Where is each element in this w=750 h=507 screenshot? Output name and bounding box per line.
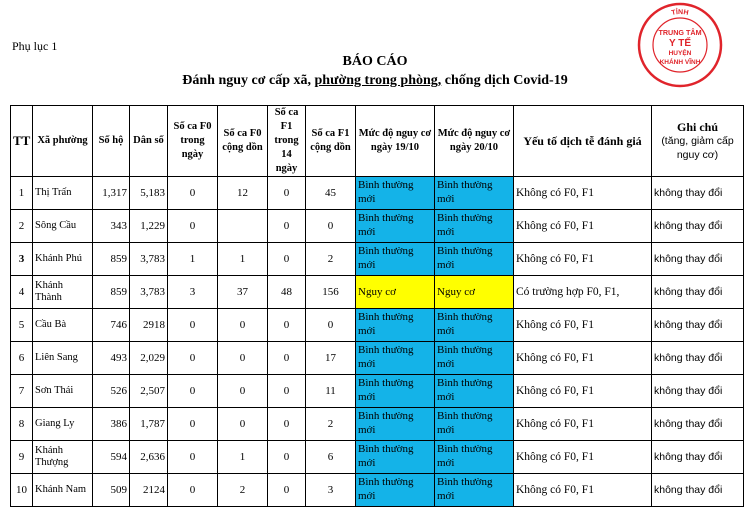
f1-total-cell: 2 [306, 408, 356, 441]
factor-cell: Không có F0, F1 [514, 342, 652, 375]
table-row [11, 210, 744, 243]
tt-cell: 5 [11, 309, 33, 342]
f0-day-cell: 0 [168, 441, 218, 474]
f1-total-cell: 45 [306, 177, 356, 210]
f0-total-cell: 1 [218, 243, 268, 276]
f0-total-cell: 0 [218, 408, 268, 441]
tt-cell: 6 [11, 342, 33, 375]
f0-day-cell: 0 [168, 210, 218, 243]
level-2010-cell: Bình thường mới [435, 375, 514, 408]
f0-total-cell [218, 210, 268, 243]
population-cell: 3,783 [130, 243, 168, 276]
level-2010-cell: Bình thường mới [435, 309, 514, 342]
appendix-label: Phụ lục 1 [12, 39, 58, 53]
table-row [11, 474, 744, 507]
report-title: BÁO CÁO [342, 54, 408, 69]
stamp-line-2: Y TẾ [668, 38, 692, 49]
factor-cell: Không có F0, F1 [514, 243, 652, 276]
commune-cell: Giang Ly [33, 408, 93, 441]
factor-cell: Không có F0, F1 [514, 441, 652, 474]
factor-cell: Không có F0, F1 [514, 375, 652, 408]
tt-cell: 2 [11, 210, 33, 243]
table-row [11, 309, 744, 342]
note-cell: không thay đổi [652, 243, 744, 276]
households-cell: 859 [93, 276, 130, 309]
header-commune: Xã phường [33, 106, 93, 177]
note-cell: không thay đổi [652, 441, 744, 474]
commune-cell: Sơn Thái [33, 375, 93, 408]
population-cell: 5,183 [130, 177, 168, 210]
population-cell: 2,507 [130, 375, 168, 408]
level-2010-cell: Nguy cơ [435, 276, 514, 309]
commune-cell: Khánh Nam [33, 474, 93, 507]
population-cell: 2,636 [130, 441, 168, 474]
stamp-line-1: TRUNG TÂM [658, 28, 702, 37]
table-row [11, 375, 744, 408]
level-2010-cell: Bình thường mới [435, 408, 514, 441]
level-2010-cell: Bình thường mới [435, 243, 514, 276]
header-level-2010: Mức độ nguy cơ ngày 20/10 [435, 106, 514, 177]
f0-day-cell: 1 [168, 243, 218, 276]
commune-cell: Khánh Phú [33, 243, 93, 276]
f1-total-cell: 11 [306, 375, 356, 408]
factor-cell: Không có F0, F1 [514, 474, 652, 507]
header-f1-total: Số ca F1 cộng dồn [306, 106, 356, 177]
f1-14-cell: 0 [268, 342, 306, 375]
f0-total-cell: 2 [218, 474, 268, 507]
subtitle-part-3: chống dịch Covid-19 [441, 73, 568, 88]
f0-total-cell: 0 [218, 375, 268, 408]
level-1910-cell: Nguy cơ [356, 276, 435, 309]
f1-total-cell: 156 [306, 276, 356, 309]
tt-cell: 9 [11, 441, 33, 474]
level-1910-cell: Bình thường mới [356, 474, 435, 507]
f1-total-cell: 3 [306, 474, 356, 507]
population-cell: 3,783 [130, 276, 168, 309]
commune-cell: Khánh Thành [33, 276, 93, 309]
tt-cell: 4 [11, 276, 33, 309]
f1-14-cell: 0 [268, 177, 306, 210]
note-cell: không thay đổi [652, 474, 744, 507]
f1-total-cell: 0 [306, 210, 356, 243]
note-cell: không thay đổi [652, 309, 744, 342]
f0-total-cell: 1 [218, 441, 268, 474]
f1-14-cell: 0 [268, 474, 306, 507]
tt-cell: 3 [11, 243, 33, 276]
header-f0-total: Số ca F0 cộng dồn [218, 106, 268, 177]
f0-total-cell: 0 [218, 342, 268, 375]
population-cell: 2124 [130, 474, 168, 507]
stamp-top-text: TỈNH [670, 8, 690, 17]
table-row [11, 177, 744, 210]
population-cell: 1,787 [130, 408, 168, 441]
header-population: Dân số [130, 106, 168, 177]
households-cell: 509 [93, 474, 130, 507]
svg-text:TỈNH [671, 7, 689, 17]
f1-14-cell: 0 [268, 375, 306, 408]
risk-assessment-table [10, 105, 744, 507]
f0-total-cell: 12 [218, 177, 268, 210]
level-2010-cell: Bình thường mới [435, 210, 514, 243]
commune-cell: Thị Trấn [33, 177, 93, 210]
commune-cell: Cầu Bà [33, 309, 93, 342]
note-cell: không thay đổi [652, 408, 744, 441]
f1-total-cell: 0 [306, 309, 356, 342]
table-row [11, 276, 744, 309]
f0-total-cell: 0 [218, 309, 268, 342]
commune-cell: Liên Sang [33, 342, 93, 375]
table-row [11, 441, 744, 474]
f1-14-cell: 0 [268, 441, 306, 474]
households-cell: 343 [93, 210, 130, 243]
header-f0-day: Số ca F0 trong ngày [168, 106, 218, 177]
level-2010-cell: Bình thường mới [435, 441, 514, 474]
level-1910-cell: Bình thường mới [356, 441, 435, 474]
f1-14-cell: 0 [268, 408, 306, 441]
f0-total-cell: 37 [218, 276, 268, 309]
note-cell: không thay đổi [652, 375, 744, 408]
f0-day-cell: 0 [168, 177, 218, 210]
header-f1-14-days: Số ca F1 trong 14 ngày [268, 106, 306, 177]
households-cell: 493 [93, 342, 130, 375]
tt-cell: 10 [11, 474, 33, 507]
stamp-line-3: HUYỆN [668, 50, 692, 57]
f1-14-cell: 0 [268, 309, 306, 342]
households-cell: 746 [93, 309, 130, 342]
tt-cell: 8 [11, 408, 33, 441]
subtitle-part-2: phường trong phòng, [314, 73, 442, 88]
level-1910-cell: Bình thường mới [356, 309, 435, 342]
population-cell: 1,229 [130, 210, 168, 243]
population-cell: 2,029 [130, 342, 168, 375]
header-note [652, 106, 744, 177]
table-row [11, 342, 744, 375]
level-2010-cell: Bình thường mới [435, 342, 514, 375]
header-row [11, 106, 744, 177]
level-1910-cell: Bình thường mới [356, 243, 435, 276]
level-1910-cell: Bình thường mới [356, 408, 435, 441]
header-note-title: Ghi chú [676, 120, 718, 134]
note-cell: không thay đổi [652, 177, 744, 210]
level-1910-cell: Bình thường mới [356, 375, 435, 408]
factor-cell: Không có F0, F1 [514, 210, 652, 243]
stamp-line-4: KHÁNH VĨNH [659, 59, 701, 66]
f0-day-cell: 3 [168, 276, 218, 309]
header-level-1910: Mức độ nguy cơ ngày 19/10 [356, 106, 435, 177]
households-cell: 526 [93, 375, 130, 408]
level-2010-cell: Bình thường mới [435, 177, 514, 210]
f0-day-cell: 0 [168, 375, 218, 408]
note-cell: không thay đổi [652, 210, 744, 243]
subtitle-part-1: Đánh nguy cơ cấp xã, [182, 73, 312, 88]
population-cell: 2918 [130, 309, 168, 342]
level-1910-cell: Bình thường mới [356, 342, 435, 375]
header-factor: Yếu tố dịch tễ đánh giá [514, 106, 652, 177]
table-row [11, 243, 744, 276]
header-households: Số hộ [93, 106, 130, 177]
commune-cell: Sông Cầu [33, 210, 93, 243]
f1-total-cell: 2 [306, 243, 356, 276]
f1-total-cell: 17 [306, 342, 356, 375]
factor-cell: Có trường hợp F0, F1, [514, 276, 652, 309]
commune-cell: Khánh Thượng [33, 441, 93, 474]
f1-14-cell: 0 [268, 243, 306, 276]
f1-total-cell: 6 [306, 441, 356, 474]
households-cell: 1,317 [93, 177, 130, 210]
tt-cell: 7 [11, 375, 33, 408]
level-1910-cell: Bình thường mới [356, 210, 435, 243]
table-body [11, 177, 744, 507]
f0-day-cell: 0 [168, 342, 218, 375]
households-cell: 386 [93, 408, 130, 441]
official-stamp [637, 2, 723, 88]
table-row [11, 408, 744, 441]
f0-day-cell: 0 [168, 309, 218, 342]
header-tt: TT [11, 106, 33, 177]
households-cell: 594 [93, 441, 130, 474]
header-note-sub: (tăng, giảm cấp nguy cơ) [661, 135, 734, 161]
level-1910-cell: Bình thường mới [356, 177, 435, 210]
tt-cell: 1 [11, 177, 33, 210]
factor-cell: Không có F0, F1 [514, 408, 652, 441]
f0-day-cell: 0 [168, 408, 218, 441]
f1-14-cell: 48 [268, 276, 306, 309]
level-2010-cell: Bình thường mới [435, 474, 514, 507]
factor-cell: Không có F0, F1 [514, 177, 652, 210]
f0-day-cell: 0 [168, 474, 218, 507]
factor-cell: Không có F0, F1 [514, 309, 652, 342]
note-cell: không thay đổi [652, 342, 744, 375]
households-cell: 859 [93, 243, 130, 276]
f1-14-cell: 0 [268, 210, 306, 243]
note-cell: không thay đổi [652, 276, 744, 309]
